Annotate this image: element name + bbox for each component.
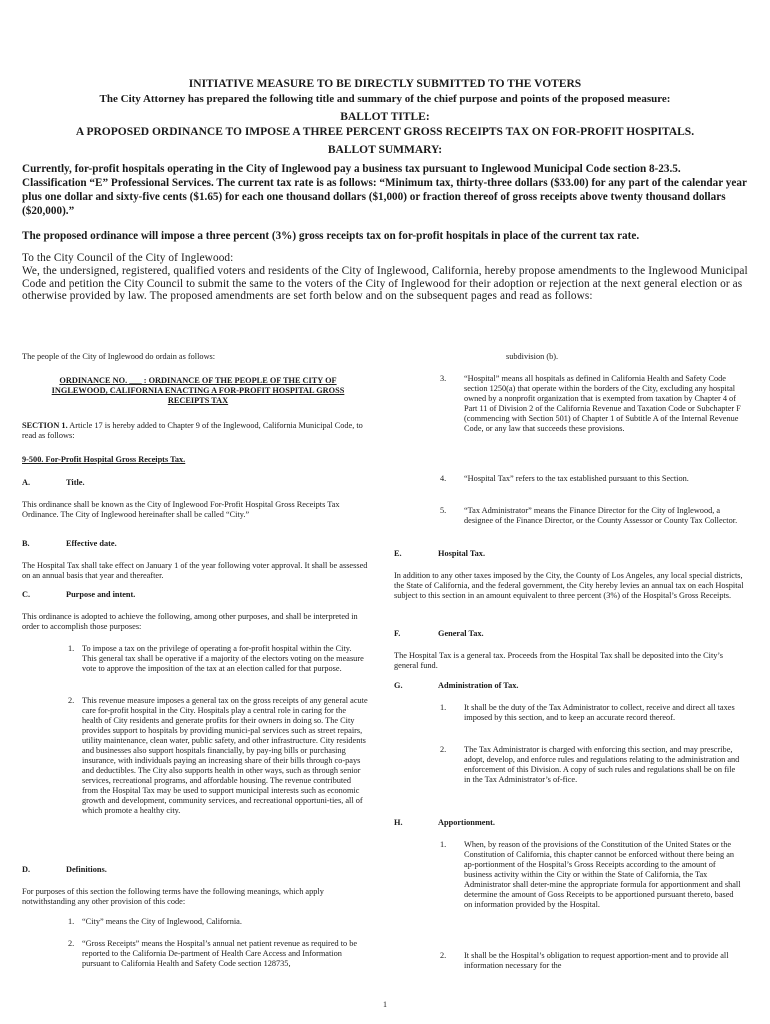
- section-a-heading: [22, 478, 374, 488]
- list-item: [394, 951, 748, 971]
- section-a-letter: A.: [22, 478, 31, 487]
- section-1: [22, 421, 374, 441]
- summary-paragraph-1: Currently, for-profit hospitals operating in the City of Inglewood pay a business tax pursuant to Inglewood Municipal Code section 8-23.5. Classification “E” Professional Services. The current tax rate is as follows: “Minimum tax, thirty-three dollars ($33.00) for any part of the calendar year plus one dollar and sixty-five cents ($1.65) for each one thousand dollars ($1,000) or fraction thereof of gross receipts above twenty thousand dollars ($20,000).”: [22, 163, 747, 217]
- petition-body: We, the undersigned, registered, qualified voters and residents of the City of Inglewood, California, hereby propose amendments to the Inglewood Municipal Code and petition the City Council to submit the same to the voters of the City of Inglewood for their adoption or rejection at the next general election or as otherwise provided by law. The proposed amendments are set forth below and on the subsequent pages and read as follows:: [22, 264, 748, 303]
- list-item-text: “Gross Receipts” means the Hospital’s annual net patient revenue as required to be reported to the California De-partment of Health Care Access and Information pursuant to California Health and Safety Code section 128735,: [82, 939, 358, 968]
- list-item-text: It shall be the Hospital’s obligation to request apportion-ment and to provide all information necessary for the: [464, 951, 729, 970]
- list-item-text: It shall be the duty of the Tax Administrator to collect, receive and direct all taxes imposed by this section, and to keep an accurate record thereof.: [464, 703, 735, 722]
- continued-text: subdivision (b).: [506, 352, 559, 361]
- section-c-heading: [22, 590, 374, 600]
- list-item-number: 3.: [440, 374, 447, 383]
- ballot-title: A PROPOSED ORDINANCE TO IMPOSE A THREE PERCENT GROSS RECEIPTS TAX ON FOR-PROFIT HOSPITALS.: [75, 126, 695, 138]
- petition-salutation: To the City Council of the City of Inglewood:: [22, 252, 234, 264]
- section-d-text: For purposes of this section the following terms have the following meanings, which apply notwithstanding any other provision of this code:: [22, 887, 324, 906]
- list-item: [394, 840, 748, 910]
- list-item-text: The Tax Administrator is charged with enforcing this section, and may prescribe, adopt, develop, and enforce rules and regulations relating to the administration and enforcement of this Division. A copy of such rules and regulations shall be on file in the Tax Administrator’s of-fice.: [464, 745, 740, 784]
- list-item: [22, 644, 374, 674]
- list-item-text: To impose a tax on the privilege of operating a for-profit hospital within the City. This general tax shall be operative if a majority of the electors voting on the measure vote to approve the imposition of the tax at an election called for that purpose.: [82, 644, 364, 673]
- ballot-title-label: BALLOT TITLE:: [340, 111, 430, 123]
- ordain-statement: The people of the City of Inglewood do ordain as follows:: [22, 352, 216, 361]
- section-e-heading: [394, 549, 748, 559]
- section-1-text: Article 17 is hereby added to Chapter 9 of the Inglewood, California Municipal Code, to read as follows:: [22, 421, 363, 440]
- list-item-text: “City” means the City of Inglewood, California.: [82, 917, 242, 926]
- list-item-number: 1.: [440, 703, 447, 712]
- section-a-title: Title.: [66, 478, 85, 487]
- section-e-letter: E.: [394, 549, 402, 558]
- list-item: [394, 506, 748, 526]
- section-g-letter: G.: [394, 681, 403, 690]
- section-f-heading: [394, 629, 748, 639]
- list-item-text: This revenue measure imposes a general tax on the gross receipts of any general acute care for-profit hospital in the City. Hospitals play a central role in caring for the health of City residents and generate profits for their owners in doing so. The City provides support to hospitals by providing munici-pal services such as street repairs, utility maintenance, clean water, public safety, and other infrastructure. City residents and businesses also support hospitals financially, by pay-ing bills or purchasing insurance, with individuals paying an increasing share of their bills through co-pays and deductibles. The City also supports health in other ways, such as through senior services, recreational programs, and affordable housing. The revenue contributed from the Hospital Tax may be used to support municipal interests such as economic growth and development, community services, and recreational opportuni-ties, all of which promote a healthy city.: [82, 696, 368, 815]
- section-e-title: Hospital Tax.: [438, 549, 486, 558]
- header-block: [22, 78, 748, 303]
- ordinance-title: ORDINANCE NO. ___ : ORDINANCE OF THE PEOPLE OF THE CITY OF INGLEWOOD, CALIFORNIA ENACTING A FOR-PROFIT HOSPITAL GROSS RECEIPTS TAX: [51, 376, 345, 405]
- list-item-text: “Hospital Tax” refers to the tax established pursuant to this Section.: [464, 474, 689, 483]
- section-c-text: This ordinance is adopted to achieve the following, among other purposes, and shall be interpreted in order to accomplish those purposes:: [22, 612, 358, 631]
- section-g-heading: [394, 681, 748, 691]
- list-item-number: 2.: [68, 939, 75, 948]
- section-f-title: General Tax.: [438, 629, 484, 638]
- section-c-letter: C.: [22, 590, 31, 599]
- section-g-title: Administration of Tax.: [438, 681, 519, 690]
- section-h-heading: [394, 818, 748, 828]
- ballot-summary-label: BALLOT SUMMARY:: [327, 144, 443, 156]
- list-item: [22, 939, 374, 969]
- section-a-text: This ordinance shall be known as the City of Inglewood For-Profit Hospital Gross Receipts Tax Ordinance. The City of Inglewood hereinafter shall be called “City.”: [22, 500, 340, 519]
- list-item-number: 1.: [68, 917, 75, 926]
- section-f-text: The Hospital Tax is a general tax. Proceeds from the Hospital Tax shall be deposited into the City’s general fund.: [394, 651, 723, 670]
- list-item: [394, 745, 748, 785]
- list-item-number: 5.: [440, 506, 447, 515]
- summary-paragraph-2: The proposed ordinance will impose a three percent (3%) gross receipts tax on for-profit hospitals in place of the current tax rate.: [22, 230, 640, 242]
- list-item: [22, 917, 374, 927]
- section-h-title: Apportionment.: [438, 818, 495, 827]
- section-b-title: Effective date.: [66, 539, 117, 548]
- section-b-text: The Hospital Tax shall take effect on January 1 of the year following voter approval. It shall be assessed on an annual basis that year and thereafter.: [22, 561, 368, 580]
- section-b-heading: [22, 539, 374, 549]
- list-item: [22, 696, 374, 816]
- section-d-letter: D.: [22, 865, 31, 874]
- list-item-number: 2.: [68, 696, 75, 705]
- attorney-statement: The City Attorney has prepared the following title and summary of the chief purpose and points of the proposed measure:: [99, 93, 671, 105]
- list-item: [394, 374, 748, 434]
- list-item: [394, 703, 748, 723]
- list-item: [394, 474, 748, 484]
- list-item-number: 2.: [440, 745, 447, 754]
- section-d-heading: [22, 865, 374, 875]
- heading-9-500: 9-500. For-Profit Hospital Gross Receipts Tax.: [22, 455, 186, 464]
- list-item-number: 2.: [440, 951, 447, 960]
- section-1-label: SECTION 1.: [22, 421, 68, 430]
- section-c-title: Purpose and intent.: [66, 590, 136, 599]
- section-b-letter: B.: [22, 539, 30, 548]
- list-item-number: 1.: [440, 840, 447, 849]
- list-item-text: When, by reason of the provisions of the Constitution of the United States or the Constitution of California, this chapter cannot be enforced without there being an ap-portionment of the Hospital’s Gross Receipts according to the amount of business activity within the City or within the State of California, the Tax Administrator shall deter-mine the appropriate formula for apportionment and shall determine the amount of Goss Receipts to be apportioned pursuant thereto, based on information provided by the Hospital.: [464, 840, 741, 909]
- section-h-letter: H.: [394, 818, 403, 827]
- section-d-title: Definitions.: [66, 865, 107, 874]
- list-item-text: “Hospital” means all hospitals as defined in California Health and Safety Code section 1250(a) that operate within the borders of the City, excluding any hospital owned by a nonprofit organization that is exempted from taxation by Chapter 4 of Part 11 of Division 2 of the California Revenue and Taxation Code or Subchapter F (commencing with Section 501) of Chapter 1 of Subtitle A of the Internal Revenue Code, or any law that succeeds these provisions.: [464, 374, 741, 433]
- list-item-number: 4.: [440, 474, 447, 483]
- initiative-heading: INITIATIVE MEASURE TO BE DIRECTLY SUBMITTED TO THE VOTERS: [188, 78, 582, 90]
- page-number: 1: [383, 1000, 387, 1009]
- section-e-text: In addition to any other taxes imposed by the City, the County of Los Angeles, any local special districts, the State of California, and the federal government, the City hereby levies an annual tax on each Hospital subject to this section in an amount equivalent to three percent (3%) of the Hospital’s Gross Receipts.: [394, 571, 744, 600]
- list-item-text: “Tax Administrator” means the Finance Director for the City of Inglewood, a designee of the Finance Director, or the County Assessor or County Tax Collector.: [464, 506, 738, 525]
- list-item-number: 1.: [68, 644, 75, 653]
- section-f-letter: F.: [394, 629, 401, 638]
